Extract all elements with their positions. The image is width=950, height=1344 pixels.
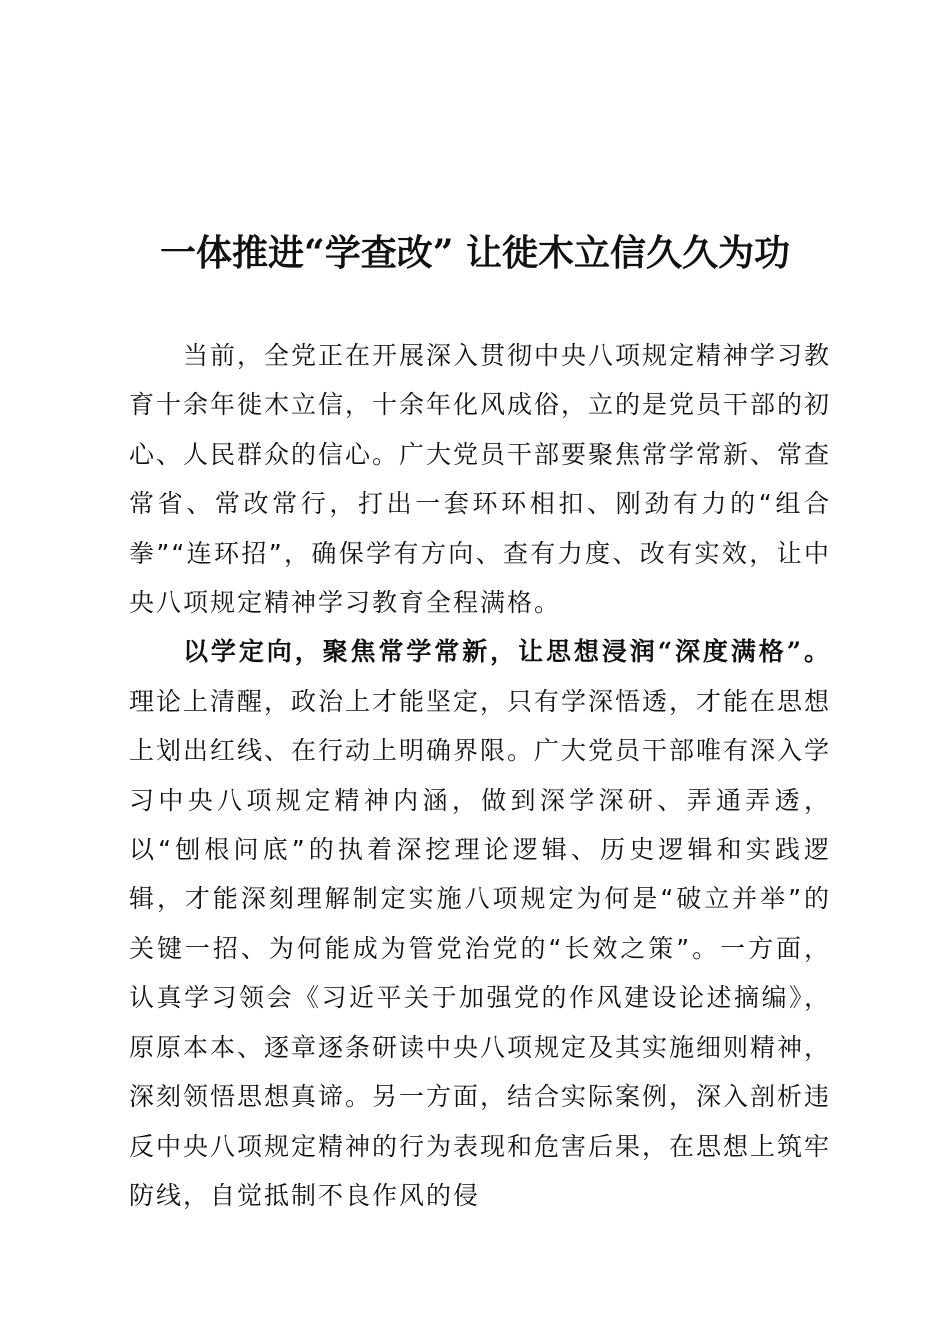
paragraph-lead: 以学定向，聚焦常学常新，让思想浸润“深度满格”。 [183, 637, 831, 667]
document-title: 一体推进“学查改” 让徙木立信久久为功 [160, 232, 790, 274]
paragraph-text: 理论上清醒，政治上才能坚定，只有学深悟透，才能在思想上划出红线、在行动上明确界限。广大党员干部唯有深入学习中央八项规定精神内涵，做到深学深研、弄通弄透，以“刨根问底”的执着深挖理论逻辑、历史逻辑和实践逻辑，才能深刻理解制定实施八项规定为何是“破立并举”的关键一招、为何能成为管党治党的“长效之策”。一方面，认真学习领会《习近平关于加强党的作风建设论述摘编》，原原本本、逐章逐条研读中央八项规定及其实施细则精神，深刻领悟思想真谛。另一方面，结合实际案例，深入剖析违反中央八项规定精神的行为表现和危害后果，在思想上筑牢防线，自觉抵制不良作风的侵 [129, 686, 832, 1210]
paragraph-study [129, 627, 831, 1220]
document-body [129, 331, 831, 1220]
paragraph-intro [129, 331, 831, 627]
paragraph-text: 当前，全党正在开展深入贯彻中央八项规定精神学习教育十余年徙木立信，十余年化风成俗，立的是党员干部的初心、人民群众的信心。广大党员干部要聚焦常学常新、常查常省、常改常行，打出一套环环相扣、刚劲有力的“组合拳”“连环招”，确保学有方向、查有力度、改有实效，让中央八项规定精神学习教育全程满格。 [129, 341, 832, 618]
